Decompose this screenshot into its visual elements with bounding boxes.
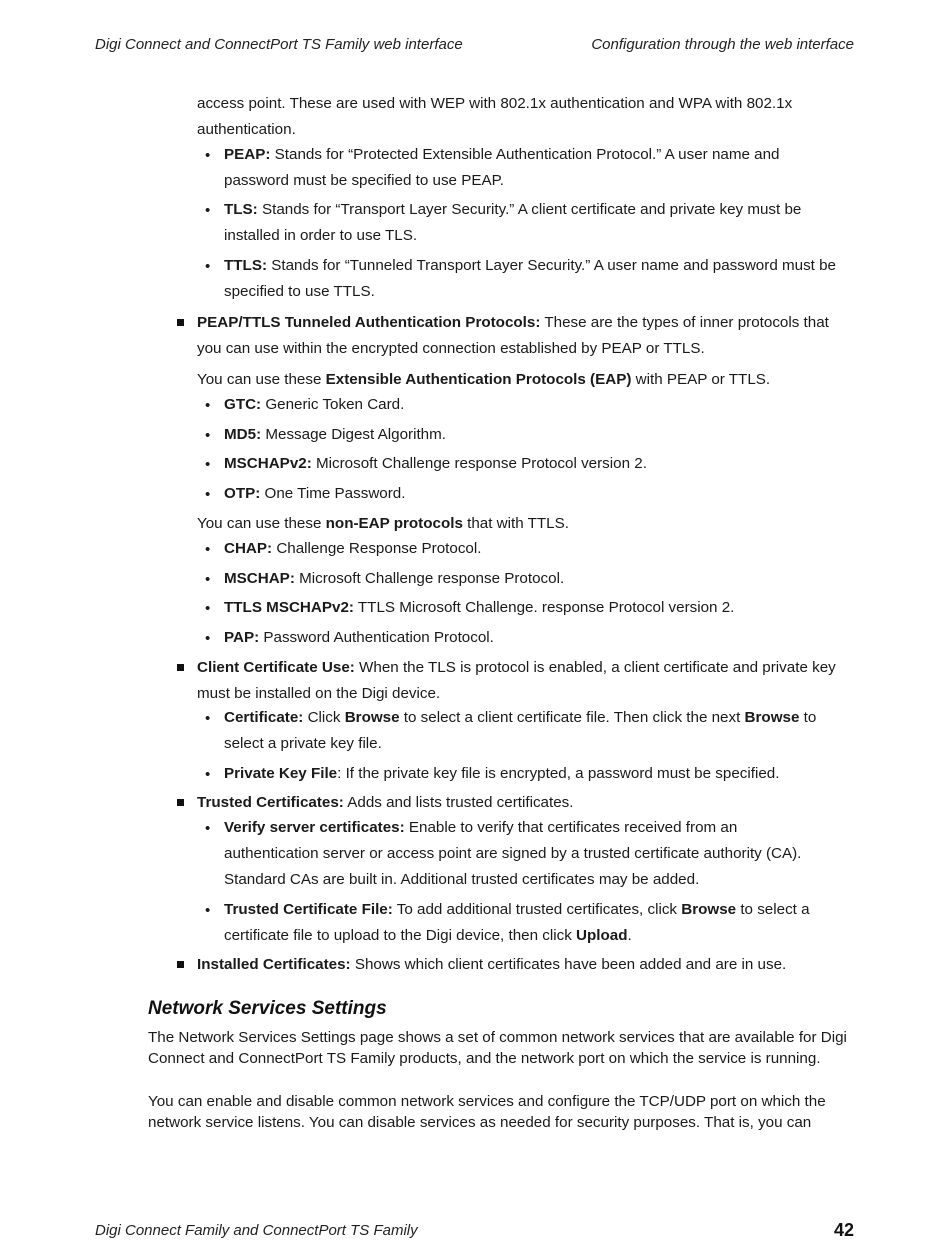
bullet-dot: • — [205, 258, 211, 275]
ttls-item-cont: specified to use TTLS. — [224, 283, 375, 300]
bullet-dot: • — [205, 766, 211, 783]
running-footer: Digi Connect Family and ConnectPort TS Family — [95, 1222, 418, 1239]
intro-line-1: access point. These are used with WEP with 802.1x authentication and WPA with 802.1x — [197, 95, 793, 112]
page-number: 42 — [833, 1220, 854, 1240]
verify-server-cont-2: Standard CAs are built in. Additional trusted certificates may be added. — [224, 871, 700, 888]
bullet-dot: • — [205, 630, 211, 647]
section-paragraph-1: The Network Services Settings page shows a set of common network services that are available for Digi Connect and ConnectPort TS Family products, and the network port on which the service is running. — [148, 1029, 847, 1067]
bullet-dot: • — [205, 710, 211, 727]
bullet-dot: • — [205, 541, 211, 558]
ttls-mschapv2-item: TTLS MSCHAPv2: TTLS Microsoft Challenge. response Protocol version 2. — [224, 599, 735, 616]
md5-item: MD5: Message Digest Algorithm. — [224, 426, 446, 443]
verify-server-cont-1: authentication server or access point are signed by a trusted certificate authority (CA). — [224, 845, 802, 862]
bullet-dot: • — [205, 600, 211, 617]
tls-item: TLS: Stands for “Transport Layer Security.” A client certificate and private key must be — [224, 201, 802, 218]
bullet-dot: • — [205, 820, 211, 837]
otp-item: OTP: One Time Password. — [224, 485, 406, 502]
running-header-left: Digi Connect and ConnectPort TS Family web interface — [95, 36, 463, 53]
tunneled-protocols-cont: you can use within the encrypted connection established by PEAP or TTLS. — [197, 340, 705, 357]
bullet-dot: • — [205, 486, 211, 503]
peap-item-cont: password must be specified to use PEAP. — [224, 172, 504, 189]
noneap-intro: You can use these non-EAP protocols that with TTLS. — [197, 515, 569, 532]
chap-item: CHAP: Challenge Response Protocol. — [224, 540, 482, 557]
trusted-certificates-item: Trusted Certificates: Adds and lists trusted certificates. — [197, 794, 574, 811]
square-bullet — [177, 961, 184, 968]
bullet-dot: • — [205, 147, 211, 164]
client-certificate-cont: must be installed on the Digi device. — [197, 685, 441, 702]
ttls-item: TTLS: Stands for “Tunneled Transport Layer Security.” A user name and password must be — [224, 257, 837, 274]
bullet-dot: • — [205, 427, 211, 444]
section-paragraph-2: You can enable and disable common network services and configure the TCP/UDP port on which the network service listens. You can disable services as needed for security purposes. That is, you can — [148, 1093, 826, 1131]
installed-certificates-item: Installed Certificates: Shows which client certificates have been added and are in use. — [197, 956, 787, 973]
tls-item-cont: installed in order to use TLS. — [224, 227, 418, 244]
trusted-file-item: Trusted Certificate File: To add additional trusted certificates, click Browse to select a — [224, 901, 810, 918]
mschap-item: MSCHAP: Microsoft Challenge response Protocol. — [224, 570, 565, 587]
tunneled-protocols-item: PEAP/TTLS Tunneled Authentication Protocols: These are the types of inner protocols that — [197, 314, 829, 331]
private-key-item: Private Key File: If the private key file is encrypted, a password must be specified. — [224, 765, 780, 782]
pap-item: PAP: Password Authentication Protocol. — [224, 629, 494, 646]
bullet-dot: • — [205, 456, 211, 473]
bullet-dot: • — [205, 571, 211, 588]
trusted-file-cont: certificate file to upload to the Digi device, then click Upload. — [224, 927, 632, 944]
running-header-right: Configuration through the web interface — [591, 36, 854, 53]
square-bullet — [177, 319, 184, 326]
mschapv2-item: MSCHAPv2: Microsoft Challenge response Protocol version 2. — [224, 455, 647, 472]
bullet-dot: • — [205, 397, 211, 414]
certificate-item-cont: select a private key file. — [224, 735, 382, 752]
square-bullet — [177, 664, 184, 671]
verify-server-item: Verify server certificates: Enable to verify that certificates received from an — [224, 819, 738, 836]
gtc-item: GTC: Generic Token Card. — [224, 396, 405, 413]
certificate-item: Certificate: Click Browse to select a client certificate file. Then click the next Browse to — [224, 709, 817, 726]
section-heading: Network Services Settings — [148, 998, 387, 1019]
eap-intro: You can use these Extensible Authentication Protocols (EAP) with PEAP or TTLS. — [197, 371, 771, 388]
peap-item: PEAP: Stands for “Protected Extensible Authentication Protocol.” A user name and — [224, 146, 780, 163]
bullet-dot: • — [205, 202, 211, 219]
client-certificate-item: Client Certificate Use: When the TLS is protocol is enabled, a client certificate and private key — [197, 659, 836, 676]
bullet-dot: • — [205, 902, 211, 919]
intro-line-2: authentication. — [197, 121, 296, 138]
square-bullet — [177, 799, 184, 806]
